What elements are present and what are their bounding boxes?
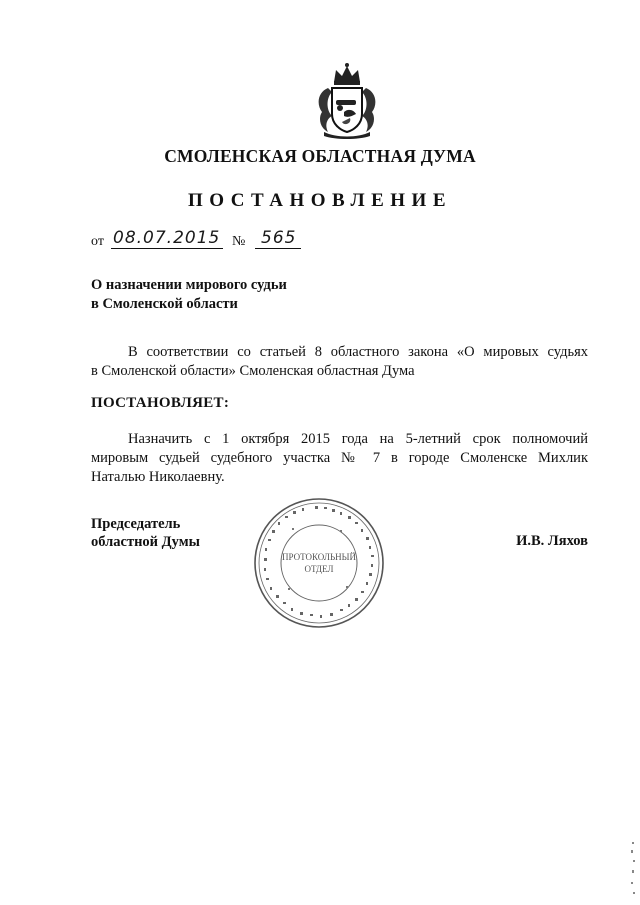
decision-line: Назначить с 1 октября 2015 года на 5-летний срок полномочий (128, 431, 588, 447)
document-date: 08.07.2015 (113, 228, 221, 248)
coat-of-arms-icon (314, 62, 380, 140)
scan-margin-marks (628, 840, 638, 900)
from-label: от (91, 234, 104, 249)
date-underline (111, 248, 223, 249)
decision-paragraph (91, 430, 588, 487)
preamble-line: В соответствии со статьей 8 областного закона «О мировых судьях (128, 344, 588, 360)
signatory-title-line: областной Думы (91, 534, 200, 550)
signatory-name: И.В. Ляхов (516, 533, 588, 549)
subject-line: О назначении мирового судьи (91, 277, 287, 293)
subject-line: в Смоленской области (91, 296, 238, 312)
signatory-title (91, 515, 200, 551)
number-label: № (232, 234, 246, 249)
organization-name: СМОЛЕНСКАЯ ОБЛАСТНАЯ ДУМА (164, 146, 476, 166)
document-subject (91, 276, 287, 314)
document-number: 565 (261, 228, 297, 248)
preamble-paragraph (91, 343, 588, 381)
decree-word: ПОСТАНОВЛЯЕТ: (91, 395, 230, 411)
decision-line: мировым судьей судебного участка № 7 в городе Смоленске Михлик (91, 450, 588, 466)
stamp-center-line: ОТДЕЛ (304, 564, 334, 574)
signatory-title-line: Председатель (91, 516, 181, 532)
number-underline (255, 248, 301, 249)
stamp-center-line: ПРОТОКОЛЬНЫЙ (282, 552, 356, 562)
decision-line: Наталью Николаевну. (91, 469, 225, 485)
preamble-line: в Смоленской области» Смоленская областная Дума (91, 363, 415, 379)
official-stamp-icon (252, 496, 386, 630)
document-type-title: ПОСТАНОВЛЕНИЕ (187, 190, 453, 211)
